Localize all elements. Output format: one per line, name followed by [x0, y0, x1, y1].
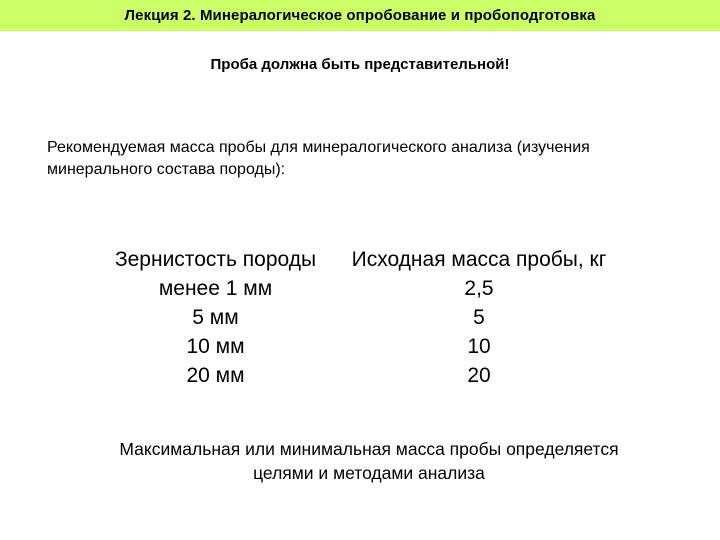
table-header-row — [100, 245, 627, 274]
conclusion-paragraph — [0, 437, 720, 485]
mass-cell: 5 — [473, 306, 485, 329]
conclusion-line-1: Максимальная или минимальная масса пробы определяется — [119, 439, 619, 459]
grain-cell: 10 мм — [186, 335, 245, 358]
intro-paragraph — [47, 137, 687, 181]
table-row — [100, 303, 627, 332]
mass-cell: 10 — [467, 335, 491, 358]
header-bar — [0, 0, 720, 31]
intro-line-2: минерального состава породы): — [47, 161, 286, 178]
mass-cell: 20 — [467, 364, 491, 387]
table-row — [100, 332, 627, 361]
column-header-mass: Исходная масса пробы, кг — [351, 248, 607, 271]
mass-cell: 2,5 — [464, 277, 494, 300]
slide-title: Лекция 2. Минералогическое опробование и пробоподготовка — [124, 7, 596, 24]
grain-mass-table — [100, 245, 627, 390]
intro-line-1: Рекомендуемая масса пробы для минералогического анализа (изучения — [47, 139, 590, 156]
column-header-grain: Зернистость породы — [114, 248, 317, 271]
grain-cell: менее 1 мм — [158, 277, 273, 300]
table-row — [100, 361, 627, 390]
conclusion-line-2: целями и методами анализа — [253, 463, 485, 483]
grain-cell: 5 мм — [192, 306, 239, 329]
slogan-text: Проба должна быть представительной! — [210, 56, 510, 73]
table-row — [100, 274, 627, 303]
grain-cell: 20 мм — [186, 364, 245, 387]
